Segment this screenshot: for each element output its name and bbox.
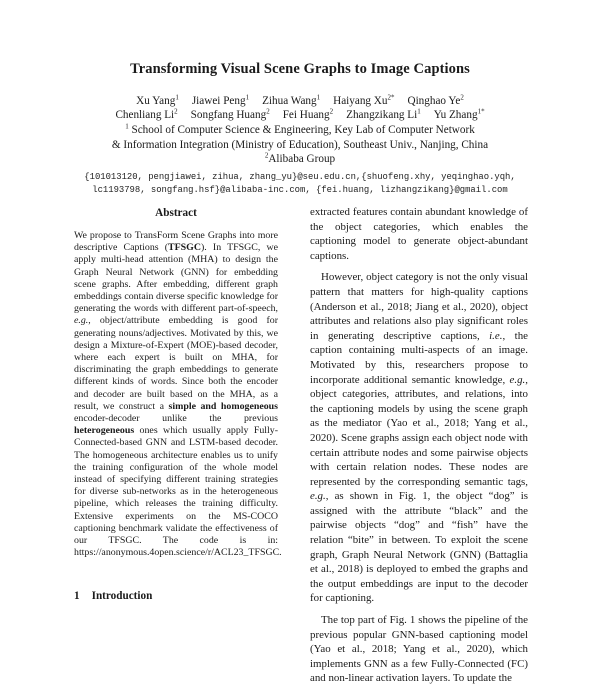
body-paragraph: However, object category is not the only visual pattern that matters for high-quality captions (Anderson et al., 2018; Jiang et al., 2020), object attributes and relations also play significant roles in generating descriptive captions, i.e., the caption containing multi-aspects of an image. Motivated by this, researchers propose to incorporate additional semantic knowledge, e.g., object categories, attributes, and relations, into the captioning models by using the scene graph as the mediator (Yao et al., 2018; Yang et al., 2020). Scene graphs assign each object node with certain attribute nodes and some pairwise objects with certain relation nodes. These nodes are represented by the corresponding semantic tags, e.g., as shown in Fig. 1, the object “dog” is assigned with the attribute “black” and the pairwise objects “dog” and “fish” have the relation “bite” in between. To exploit the scene graph, Graph Neural Network (GNN) (Battaglia et al., 2018) is deployed to embed the graphs and the output embeddings are input to the decoder for captioning.: [310, 271, 528, 605]
author: Chenliang Li$^2$: [115, 107, 178, 121]
author-emails: [0, 171, 600, 197]
author: Fei Huang$^2$: [282, 107, 334, 121]
author-line-2: [0, 108, 600, 122]
left-column: [74, 207, 282, 559]
right-column: [310, 205, 528, 686]
author: Yu Zhang$^{1*}$: [433, 107, 485, 121]
email-line: lc1193798, songfang.hsf}@alibaba-inc.com, {fei.huang, lizhangzikang}@gmail.com: [92, 185, 508, 196]
body-paragraph: extracted features contain abundant knowledge of the object categories, which enables the captioning model to generate object-abundant captions.: [310, 206, 528, 262]
author: Zhangzikang Li$^1$: [346, 107, 421, 121]
author-list: [0, 94, 600, 122]
paper-title: Transforming Visual Scene Graphs to Image Captions: [130, 61, 470, 77]
section-title: Introduction: [91, 590, 153, 602]
author: Jiawei Peng$^1$: [191, 93, 250, 107]
author: Xu Yang$^1$: [136, 93, 179, 107]
affiliation-2: $^2$Alibaba Group: [264, 151, 336, 166]
abstract-heading: Abstract: [155, 207, 197, 219]
section-number: 1: [74, 590, 80, 602]
author: Qinghao Ye$^2$: [407, 93, 464, 107]
affiliation-1: $^1$ School of Computer Science & Engineering, Key Lab of Computer Network: [125, 122, 475, 136]
affiliation-1-cont: & Information Integration (Ministry of Education), Southeast Univ., Nanjing, China: [111, 138, 489, 151]
section-heading-introduction: [74, 590, 152, 602]
author: Haiyang $Xu^{2*}$: [333, 93, 395, 107]
affiliations: [0, 123, 600, 167]
author: Zihua Wang$^1$: [262, 93, 321, 107]
body-paragraph: The top part of Fig. 1 shows the pipeline of the previous popular GNN-based captioning model (Yao et al., 2018; Yang et al., 2020), which implements GNN as a few Fully-Connected (FC) and non-linear activation layers. To update the: [310, 614, 528, 685]
author: Songfang Huang$^2$: [190, 107, 270, 121]
abstract-text: We propose to TransForm Scene Graphs into more descriptive Captions (TFSGC). In TFSGC, we apply multi-head attention (MHA) to design the Graph Neural Network (GNN) for embedding scene graphs. After embedding, different graph embeddings contain diverse specific knowledge for generating the words with different part-of-speech, e.g., object/attribute embedding is good for generating nouns/adjectives. Motivated by this, we design a Mixture-of-Expert (MOE)-based decoder, where each expert is built on MHA, for discriminating the graph embeddings to generate different kinds of words. Since both the encoder and decoder are built based on the MHA, as a result, we construct a simple and homogeneous encoder-decoder unlike the previous heterogeneous ones which usually apply Fully-Connected-based GNN and LSTM-based decoder. The homogeneous architecture enables us to unify the training configuration of the whole model instead of specifying different training strategies for diverse sub-networks as in the heterogeneous pipeline, which releases the training difficulty. Extensive experiments on the MS-COCO captioning benchmark validate the effectiveness of our TFSGC. The code is in: https://anonymous.4open.science/r/ACL23_TFSGC.: [74, 230, 282, 559]
author-line-1: [0, 94, 600, 108]
email-line: {101013120, pengjiawei, zihua, zhang_yu}@seu.edu.cn,{shuofeng.xhy, yeqinghao.yqh,: [84, 172, 516, 182]
